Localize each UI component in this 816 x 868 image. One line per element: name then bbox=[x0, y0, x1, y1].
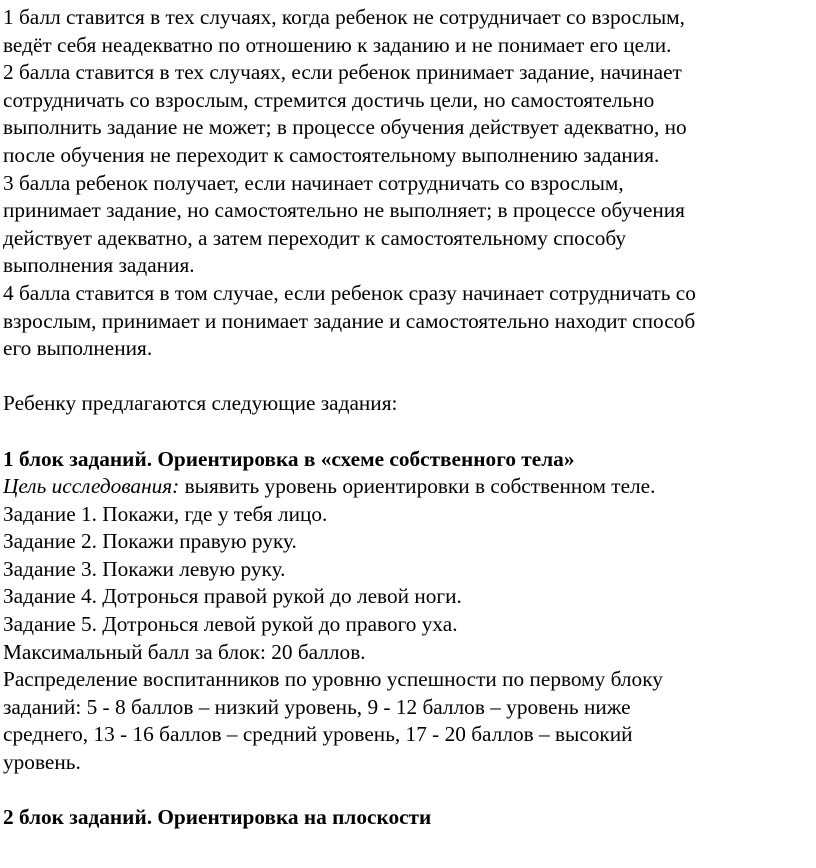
block1-distribution-line-2: заданий: 5 - 8 баллов – низкий уровень, 9 - 12 баллов – уровень ниже bbox=[3, 694, 631, 719]
block1-heading: 1 блок заданий. Ориентировка в «схеме собственного тела» bbox=[3, 446, 575, 471]
scoring-2-line-1: 2 балла ставится в тех случаях, если ребенок принимает задание, начинает bbox=[3, 60, 682, 85]
document-page bbox=[3, 0, 813, 832]
spacer bbox=[3, 777, 813, 805]
scoring-1-line-2: ведёт себя неадекватно по отношению к заданию и не понимает его цели. bbox=[3, 32, 672, 57]
block1-max-score: Максимальный балл за блок: 20 баллов. bbox=[3, 639, 366, 664]
block1-goal-text: выявить уровень ориентировки в собственном теле. bbox=[179, 474, 656, 499]
scoring-3-line-1: 3 балла ребенок получает, если начинает сотрудничать со взрослым, bbox=[3, 170, 624, 195]
block1-task-4: Задание 4. Дотронься правой рукой до левой ноги. bbox=[3, 584, 462, 609]
block1-goal bbox=[3, 473, 813, 501]
scoring-2-line-4: после обучения не переходит к самостоятельному выполнению задания. bbox=[3, 142, 660, 167]
intro-text: Ребенку предлагаются следующие задания: bbox=[3, 391, 398, 416]
scoring-2-line-2: сотрудничать со взрослым, стремится достичь цели, но самостоятельно bbox=[3, 87, 655, 112]
scoring-4-line-2: взрослым, принимает и понимает задание и самостоятельно находит способ bbox=[3, 308, 696, 333]
scoring-3-line-2: принимает задание, но самостоятельно не выполняет; в процессе обучения bbox=[3, 198, 685, 223]
block1-distribution-line-4: уровень. bbox=[3, 750, 81, 775]
scoring-1-line-1: 1 балл ставится в тех случаях, когда ребенок не сотрудничает со взрослым, bbox=[3, 5, 685, 29]
block2-heading: 2 блок заданий. Ориентировка на плоскости bbox=[3, 805, 432, 830]
block1-distribution-line-1: Распределение воспитанников по уровню успешности по первому блоку bbox=[3, 667, 663, 692]
scoring-3-line-4: выполнения задания. bbox=[3, 253, 195, 278]
spacer bbox=[3, 418, 813, 446]
block1-task-3: Задание 3. Покажи левую руку. bbox=[3, 556, 286, 581]
scoring-3-line-3: действует адекватно, а затем переходит к самостоятельному способу bbox=[3, 225, 627, 250]
scoring-4-line-3: его выполнения. bbox=[3, 336, 153, 361]
block1-task-1: Задание 1. Покажи, где у тебя лицо. bbox=[3, 501, 328, 526]
scoring-4-line-1: 4 балла ставится в том случае, если ребенок сразу начинает сотрудничать со bbox=[3, 280, 696, 305]
block1-distribution-line-3: среднего, 13 - 16 баллов – средний уровень, 17 - 20 баллов – высокий bbox=[3, 722, 633, 747]
block1-goal-label: Цель исследования: bbox=[3, 474, 180, 499]
block1-task-5: Задание 5. Дотронься левой рукой до правого уха. bbox=[3, 612, 458, 637]
scoring-2-line-3: выполнить задание не может; в процессе обучения действует адекватно, но bbox=[3, 115, 687, 140]
spacer bbox=[3, 363, 813, 391]
block1-task-2: Задание 2. Покажи правую руку. bbox=[3, 529, 297, 554]
